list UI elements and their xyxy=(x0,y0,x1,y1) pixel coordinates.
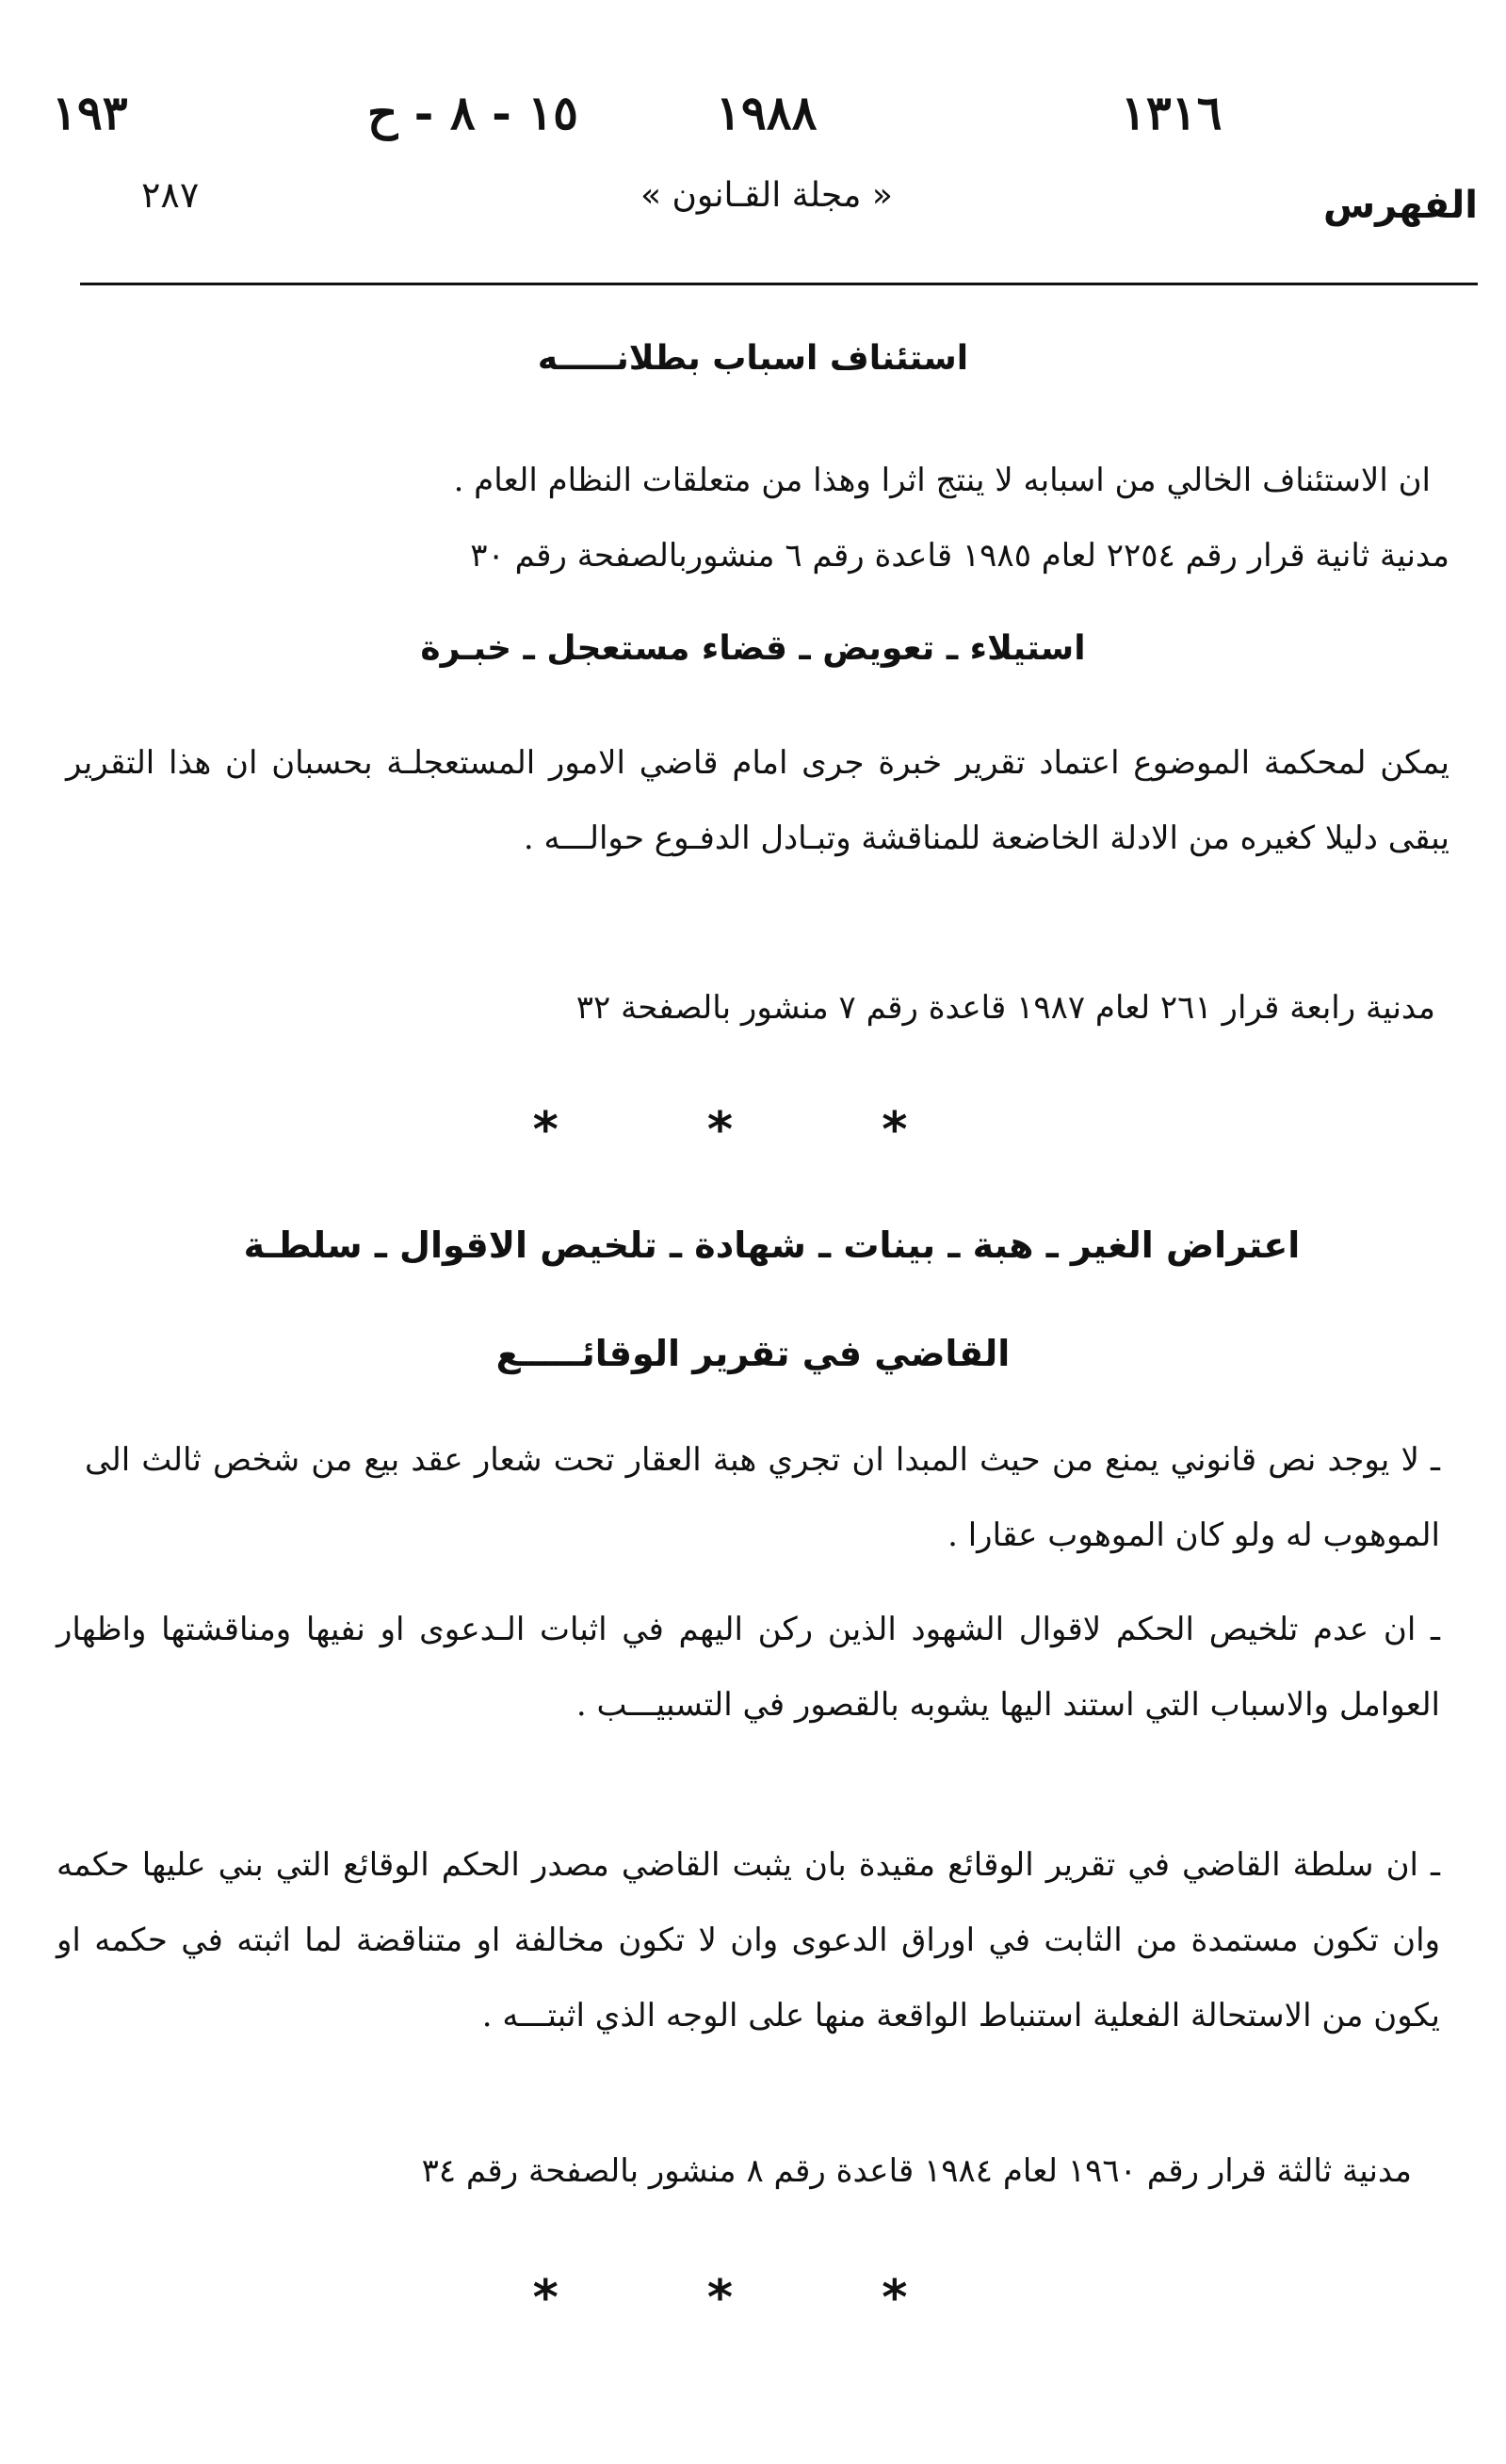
entry-paragraph: يمكن لمحكمة الموضوع اعتماد تقرير خبرة جرى امام قاضي الامور المستعجلـة بحسبان ان هذا التقرير يبقى دليلا كغيره من الادلة الخاضعة للمناقشة وتبـادل الدفـوع حوالـــه . xyxy=(66,744,1449,857)
entry-paragraph: ـ ان سلطة القاضي في تقرير الوقائع مقيدة بان يثبت القاضي مصدر الحكم الوقائع التي بني عليها حكمه وان تكون مستمدة من الثابت في اوراق الدعوى وان لا تكون مخالفة او متناقضة لما اثبته في حكمه او يكون من الاستحالة الفعلية استنباط الواقعة منها على الوجه الذي اثبتـــه . xyxy=(57,1846,1440,2034)
separator-star: * xyxy=(532,2270,624,2326)
entry-paragraph: ـ ان عدم تلخيص الحكم لاقوال الشهود الذين ركن اليهم في اثبات الـدعوى او نفيها ومناقشتها واظهار العوامل والاسباب التي استند اليها يشوبه بالقصور في التسبيـــب . xyxy=(57,1611,1440,1724)
separator-star: * xyxy=(882,2270,974,2326)
separator-star: * xyxy=(532,1102,624,1159)
page-number: ٢٨٧ xyxy=(141,174,200,216)
separator-star: * xyxy=(882,1102,974,1159)
entry-heading: اعتراض الغير ـ هبة ـ بينات ـ شهادة ـ تلخيص الاقوال ـ سلطـة xyxy=(243,1224,1301,1266)
entry-citation: مدنية رابعة قرار ٢٦١ لعام ١٩٨٧ قاعدة رقم ٧ منشور بالصفحة ٣٢ xyxy=(575,989,1435,1027)
handwritten-record-number: ١٣١٦ xyxy=(1121,85,1223,140)
header-divider xyxy=(80,283,1478,285)
page-header xyxy=(0,174,1506,250)
entry-heading: استئناف اسباب بطلانـــــه xyxy=(537,339,969,378)
section-title: الفهرس xyxy=(1322,184,1478,227)
journal-title: « مجلة القـانون » xyxy=(640,176,893,215)
handwritten-year: ١٩٨٨ xyxy=(716,85,818,140)
entry-heading: استيلاء ـ تعويض ـ قضاء مستعجل ـ خبـرة xyxy=(420,629,1086,668)
entry-paragraph: ان الاستئناف الخالي من اسبابه لا ينتج اثرا وهذا من متعلقات النظام العام . xyxy=(453,462,1431,499)
separator-star: * xyxy=(706,2270,800,2326)
handwritten-folio-number: ١٩٣ xyxy=(52,85,128,140)
handwritten-date: ١٥ - ٨ - ح xyxy=(367,85,578,140)
entry-heading-continued: القاضي في تقرير الوقائـــــع xyxy=(495,1333,1011,1374)
separator-stars xyxy=(0,2270,1506,2326)
entry-citation: مدنية ثالثة قرار رقم ١٩٦٠ لعام ١٩٨٤ قاعدة رقم ٨ منشور بالصفحة رقم ٣٤ xyxy=(421,2152,1412,2190)
separator-stars xyxy=(0,1102,1506,1159)
separator-star: * xyxy=(706,1102,800,1159)
entry-citation: مدنية ثانية قرار رقم ٢٢٥٤ لعام ١٩٨٥ قاعدة رقم ٦ منشوربالصفحة رقم ٣٠ xyxy=(470,537,1449,575)
entry-paragraph: ـ لا يوجد نص قانوني يمنع من حيث المبدا ان تجري هبة العقار تحت شعار عقد بيع من شخص ثالث الى الموهوب له ولو كان الموهوب عقارا . xyxy=(85,1441,1440,1554)
